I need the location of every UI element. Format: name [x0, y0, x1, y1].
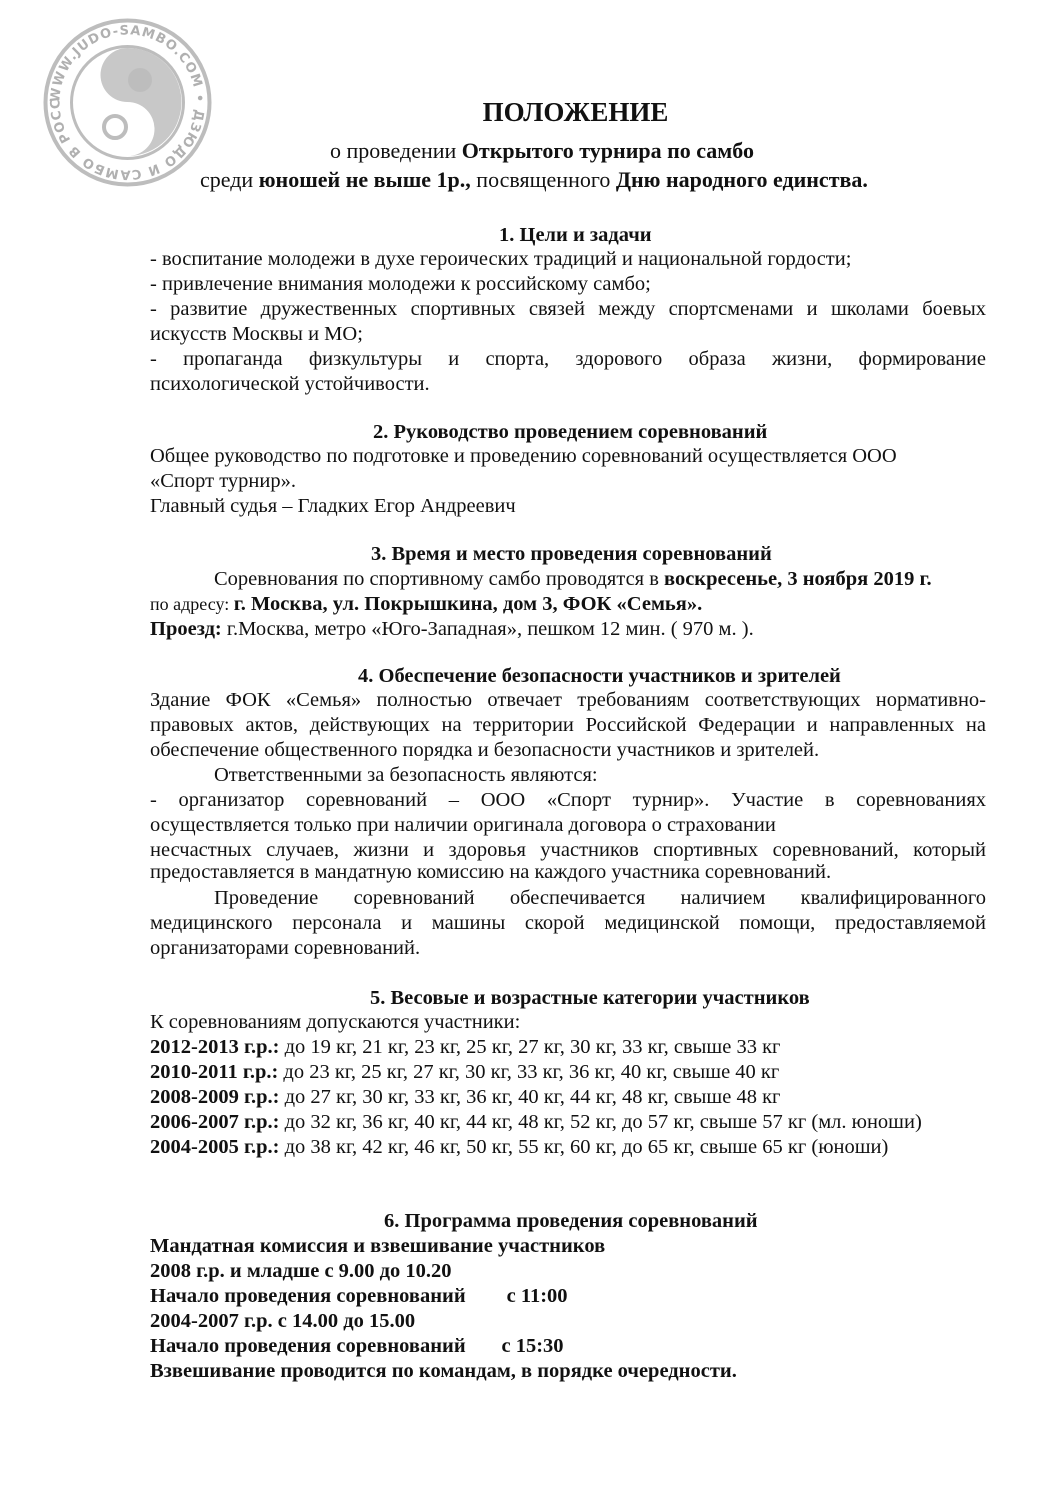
- s3-date-line: Соревнования по спортивному самбо проводятся в воскресенье, 3 ноября 2019 г.: [214, 568, 932, 590]
- logo-ring-text: WWW.JUDO-SAMBO.COM • ДЗЮДО И САМБО В РОСС: [48, 23, 207, 182]
- s4-line: осуществляется только при наличии оригинала договора о страховании: [150, 814, 776, 836]
- document-title: ПОЛОЖЕНИЕ: [482, 97, 669, 127]
- s5-intro: К соревнованиям допускаются участники:: [150, 1011, 521, 1033]
- section-4-heading: 4. Обеспечение безопасности участников и зрителей: [358, 665, 841, 687]
- weight-category-row: 2012-2013 г.р.: до 19 кг, 21 кг, 23 кг, 25 кг, 27 кг, 30 кг, 33 кг, свыше 33 кг: [150, 1036, 781, 1058]
- s4-line: обеспечение общественного порядка и безопасности участников и зрителей.: [150, 739, 820, 761]
- s4-line: Здание ФОК «Семья» полностью отвечает требованиям соответствующих нормативно-: [150, 689, 986, 711]
- weight-category-row: 2008-2009 г.р.: до 27 кг, 30 кг, 33 кг, 36 кг, 40 кг, 44 кг, 48 кг, свыше 48 кг: [150, 1086, 781, 1108]
- weight-category-row: 2010-2011 г.р.: до 23 кг, 25 кг, 27 кг, 30 кг, 33 кг, 36 кг, 40 кг, свыше 40 кг: [150, 1061, 780, 1083]
- s4-line: предоставляется в мандатную комиссию на каждого участника соревнований.: [150, 861, 832, 883]
- s1-line: - воспитание молодежи в духе героических традиций и национальной гордости;: [150, 248, 852, 270]
- weight-category-row: 2004-2005 г.р.: до 38 кг, 42 кг, 46 кг, 50 кг, 55 кг, 60 кг, до 65 кг, свыше 65 кг (юноши): [150, 1136, 889, 1158]
- s2-line: Общее руководство по подготовке и проведению соревнований осуществляется ООО: [150, 445, 897, 467]
- section-6-heading: 6. Программа проведения соревнований: [384, 1210, 758, 1232]
- s4-line: Ответственными за безопасность являются:: [214, 764, 598, 786]
- section-1-heading: 1. Цели и задачи: [499, 224, 652, 246]
- s6-line: Мандатная комиссия и взвешивание участников: [150, 1235, 606, 1257]
- s3-route-line: Проезд: г.Москва, метро «Юго-Западная», пешком 12 мин. ( 970 м. ).: [150, 618, 754, 640]
- s1-line: психологической устойчивости.: [150, 373, 430, 395]
- s1-line: - развитие дружественных спортивных связей между спортсменами и школами боевых: [150, 298, 986, 320]
- s2-line: «Спорт турнир».: [150, 470, 296, 492]
- weight-category-row: 2006-2007 г.р.: до 32 кг, 36 кг, 40 кг, 44 кг, 48 кг, 52 кг, до 57 кг, свыше 57 кг (мл. юноши): [150, 1111, 922, 1133]
- s4-line: несчастных случаев, жизни и здоровья участников спортивных соревнований, который: [150, 839, 986, 861]
- s1-line: - пропаганда физкультуры и спорта, здорового образа жизни, формирование: [150, 348, 986, 370]
- subtitle-line-2: среди юношей не выше 1р., посвященного Дню народного единства.: [200, 167, 868, 192]
- s6-line: 2004-2007 г.р. с 14.00 до 15.00: [150, 1310, 416, 1332]
- section-5-heading: 5. Весовые и возрастные категории участников: [370, 987, 810, 1009]
- s6-line: Начало проведения соревнований с 11:00: [150, 1285, 568, 1307]
- section-3-heading: 3. Время и место проведения соревнований: [371, 543, 772, 565]
- s6-line: Взвешивание проводится по командам, в порядке очередности.: [150, 1360, 737, 1382]
- section-2-heading: 2. Руководство проведением соревнований: [373, 421, 768, 443]
- s4-line: правовых актов, действующих на территории Российской Федерации и направленных на: [150, 714, 986, 736]
- s6-line: Начало проведения соревнований с 15:30: [150, 1335, 564, 1357]
- s6-line: 2008 г.р. и младше с 9.00 до 10.20: [150, 1260, 452, 1282]
- s4-line: - организатор соревнований – ООО «Спорт турнир». Участие в соревнованиях: [150, 789, 986, 811]
- s1-line: - привлечение внимания молодежи к российскому самбо;: [150, 273, 651, 295]
- s4-line: медицинского персонала и машины скорой медицинской помощи, предоставляемой: [150, 912, 986, 934]
- s4-line: Проведение соревнований обеспечивается наличием квалифицированного: [214, 887, 986, 909]
- s2-line: Главный судья – Гладких Егор Андреевич: [150, 495, 516, 517]
- s4-line: организаторами соревнований.: [150, 937, 421, 959]
- subtitle-line-1: о проведении Открытого турнира по самбо: [330, 138, 755, 163]
- s3-address-line: по адресу: г. Москва, ул. Покрышкина, дом 3, ФОК «Семья».: [150, 593, 703, 615]
- s1-line: искусств Москвы и МО;: [150, 323, 363, 345]
